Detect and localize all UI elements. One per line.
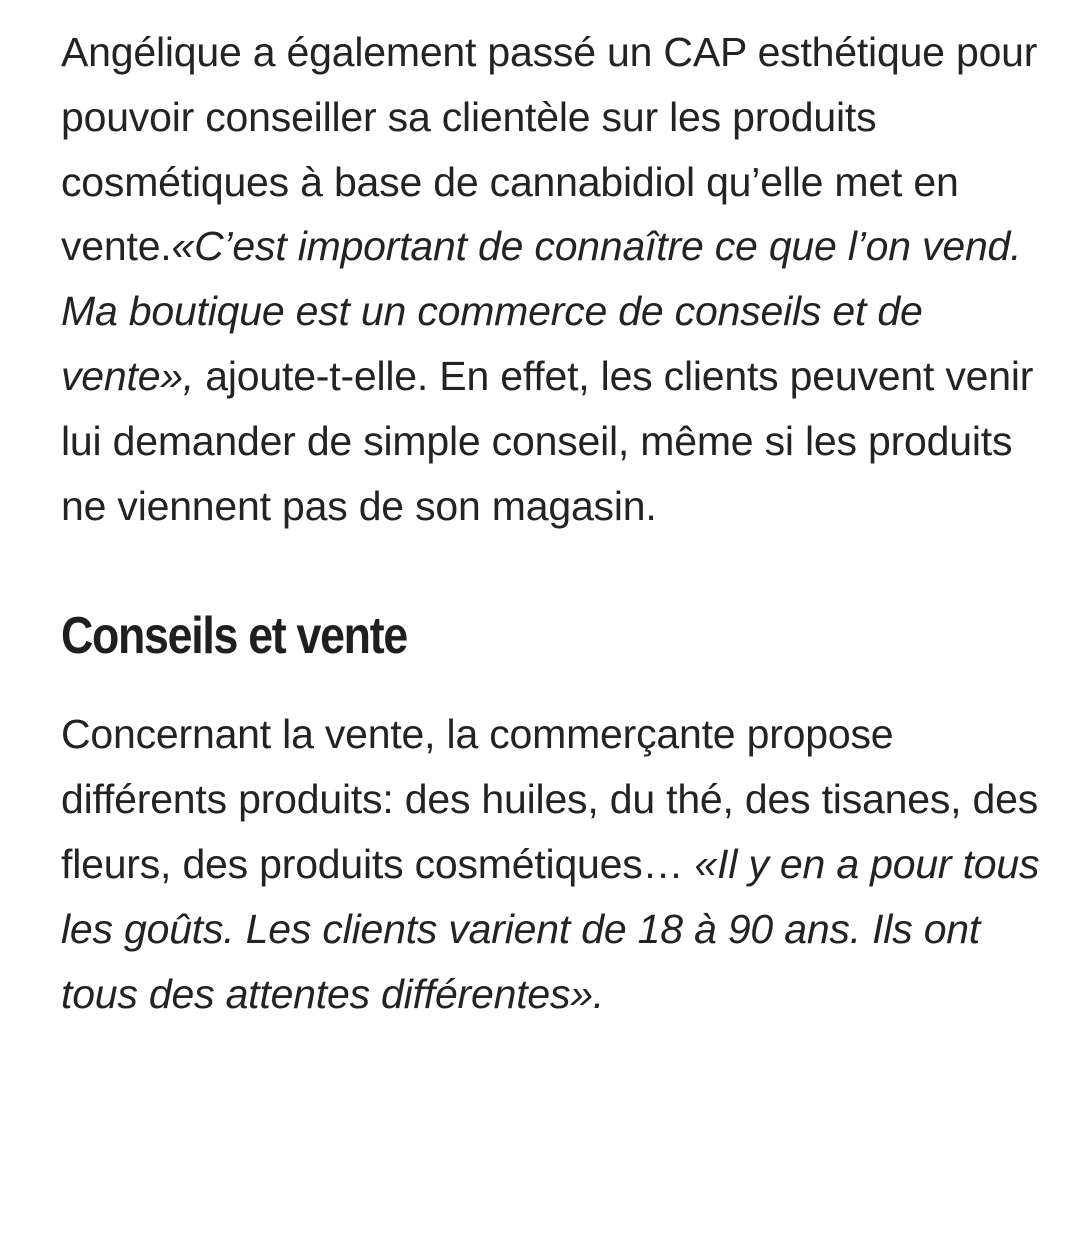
paragraph-text: Concernant la vente, la commerçante propose différents produits: des huiles, du thé, des tisanes, des fleurs, des produits cosmétiques…	[61, 711, 1039, 887]
paragraph-cap-esthetique	[61, 20, 1046, 538]
paragraph-text: Angélique a également passé un CAP esthétique pour pouvoir conseiller sa clientèle sur les produits cosmétiques à base de cannabidiol qu’elle met en vente.	[61, 29, 1038, 270]
article-body	[61, 20, 1046, 1026]
quote-text: «C’est important de connaître ce que l’on vend. Ma boutique est un commerce de conseils et de vente»,	[61, 223, 1022, 399]
quote-text: «Il y en a pour tous les goûts. Les clients varient de 18 à 90 ans. Ils ont tous des attentes différentes».	[61, 840, 1040, 1017]
paragraph-text: ajoute-t-elle. En effet, les clients peuvent venir lui demander de simple conseil, même si les produits ne viennent pas de son magasin.	[61, 352, 1034, 529]
paragraph-vente	[61, 702, 1046, 1026]
section-heading: Conseils et vente	[61, 607, 407, 666]
